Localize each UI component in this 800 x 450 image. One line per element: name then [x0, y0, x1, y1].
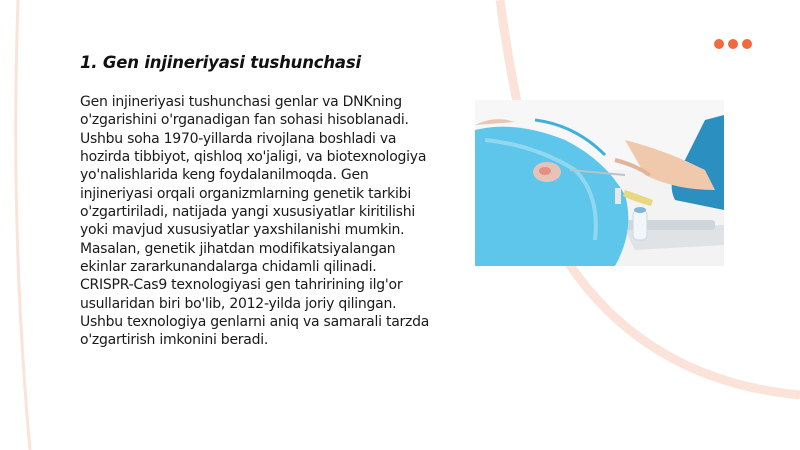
- medical-procedure-illustration: [475, 100, 724, 266]
- slide-body-text: Gen injineriyasi tushunchasi genlar va DNKning o'zgarishini o'rganadigan fan sohasi hisoblanadi. Ushbu soha 1970-yillarda rivojlana boshladi va hozirda tibbiyot, qishloq xo'jaligi, va biotexnologiya yo'nalishlarida keng foydalanilmoqda. Gen injineriyasi orqali organizmlarning genetik tarkibi o'zgartiriladi, natijada yangi xususiyatlar kiritilishi yoki mavjud xususiyatlar yaxshilanishi mumkin. Masalan, genetik jihatdan modifikatsiyalangan ekinlar zararkunandalarga chidamli qilinadi. CRISPR-Cas9 texnologiyasi gen tahririning ilg'or usullaridan biri bo'lib, 2012-yilda joriy qilingan. Ushbu texnologiya genlarni aniq va samarali tarzda o'zgartirish imkonini beradi.: [80, 94, 430, 349]
- dot-icon: [728, 39, 738, 49]
- slide-title: 1. Gen injineriyasi tushunchasi: [80, 53, 361, 72]
- menu-dots: [714, 39, 752, 49]
- dot-icon: [742, 39, 752, 49]
- procedure-photo: [475, 100, 724, 266]
- left-arc: [16, 0, 30, 450]
- three-dots-icon: [714, 39, 724, 49]
